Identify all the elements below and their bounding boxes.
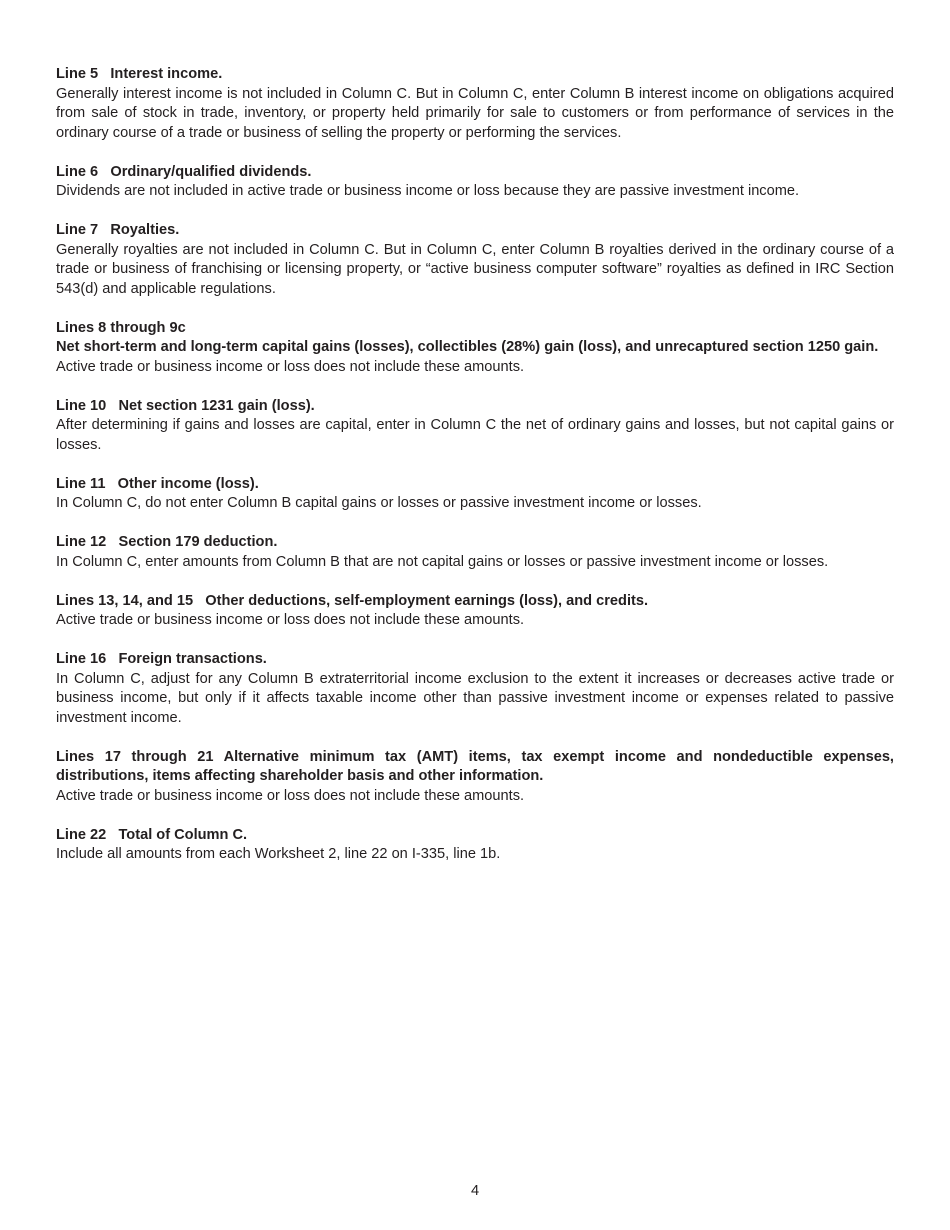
heading-gap [98, 222, 110, 238]
line-number: Line 6 [56, 163, 99, 180]
section-heading [56, 163, 894, 183]
line-number: Lines 13, 14, and 15 [56, 592, 194, 609]
heading-gap [106, 534, 118, 550]
section-title: Net short-term and long-term capital gains (losses), collectibles (28%) gain (loss), and unrecaptured section 1250 gain. [56, 339, 879, 355]
line-number: Line 16 [56, 651, 107, 667]
section-line-16 [56, 650, 894, 728]
section-heading [56, 221, 894, 241]
heading-gap [98, 164, 110, 180]
line-number: Line 7 [56, 222, 99, 238]
section-title: Foreign transactions. [118, 651, 267, 667]
section-line-12 [56, 533, 894, 572]
heading-gap [193, 593, 205, 609]
section-body: Active trade or business income or loss does not include these amounts. [56, 358, 525, 375]
line-number: Line 10 [56, 397, 107, 414]
heading-gap [106, 651, 118, 667]
section-body: Generally royalties are not included in Column C. But in Column C, enter Column B royalties derived in the ordinary course of a trade or business of franchising or licensing property, or “active business computer software” royalties as defined in IRC Section 543(d) and applicable regulations. [56, 241, 894, 297]
heading-gap [98, 66, 110, 82]
section-line-10 [56, 397, 894, 456]
page-number: 4 [470, 1183, 480, 1199]
section-title: Interest income. [110, 66, 223, 82]
section-lines-17-21 [56, 748, 894, 807]
instructions-content [56, 65, 894, 884]
section-heading [56, 397, 894, 417]
heading-gap [106, 827, 118, 843]
section-body: Generally interest income is not included in Column C. But in Column C, enter Column B interest income on obligations acquired from sale of stock in trade, inventory, or property held primarily for sale to customers or from performance of services in the ordinary course of a trade or business of selling the property or performing the services. [56, 85, 894, 141]
section-lines-13-15 [56, 592, 894, 631]
section-line-11 [56, 475, 894, 514]
section-title: Section 179 deduction. [118, 534, 278, 550]
line-number: Lines 17 through 21 [56, 748, 214, 765]
section-heading [56, 826, 894, 846]
section-title: Royalties. [110, 222, 180, 238]
section-title: Alternative minimum tax (AMT) items, tax exempt income and nondeductible expenses, distributions, items affecting shareholder basis and other information. [56, 748, 894, 784]
line-number: Line 22 [56, 826, 107, 843]
section-title: Other deductions, self-employment earnings (loss), and credits. [205, 592, 649, 609]
section-body: In Column C, do not enter Column B capital gains or losses or passive investment income or losses. [56, 495, 702, 511]
section-title: Total of Column C. [118, 826, 248, 843]
line-number: Line 12 [56, 534, 107, 550]
section-heading [56, 592, 894, 612]
section-heading [56, 748, 894, 787]
heading-gap [106, 398, 118, 414]
section-body: In Column C, adjust for any Column B extraterritorial income exclusion to the extent it increases or decreases active trade or business income, but only if it affects taxable income other than passive investment income or expenses related to passive investment income. [56, 670, 894, 726]
section-line-22 [56, 826, 894, 865]
line-number: Line 11 [56, 475, 106, 492]
section-title: Other income (loss). [117, 475, 259, 492]
section-heading [56, 650, 894, 670]
section-line-7 [56, 221, 894, 299]
line-number: Line 5 [56, 66, 99, 82]
section-body: Active trade or business income or loss does not include these amounts. [56, 787, 525, 804]
section-body: In Column C, enter amounts from Column B that are not capital gains or losses or passive investment income or losses. [56, 553, 829, 570]
section-heading [56, 533, 894, 553]
section-body: Active trade or business income or loss does not include these amounts. [56, 612, 525, 628]
section-line-6 [56, 163, 894, 202]
section-heading [56, 65, 894, 85]
section-line-5 [56, 65, 894, 143]
heading-gap [105, 476, 117, 492]
section-heading [56, 475, 894, 495]
section-lines-8-9c [56, 319, 894, 378]
section-title: Net section 1231 gain (loss). [118, 397, 315, 414]
section-title: Ordinary/qualified dividends. [110, 163, 312, 180]
section-body: After determining if gains and losses are capital, enter in Column C the net of ordinary gains and losses, but not capital gains or losses. [56, 417, 894, 453]
section-body: Include all amounts from each Worksheet 2, line 22 on I-335, line 1b. [56, 846, 501, 862]
section-body: Dividends are not included in active trade or business income or loss because they are passive investment income. [56, 183, 800, 199]
section-line-label: Lines 8 through 9c [56, 319, 186, 336]
